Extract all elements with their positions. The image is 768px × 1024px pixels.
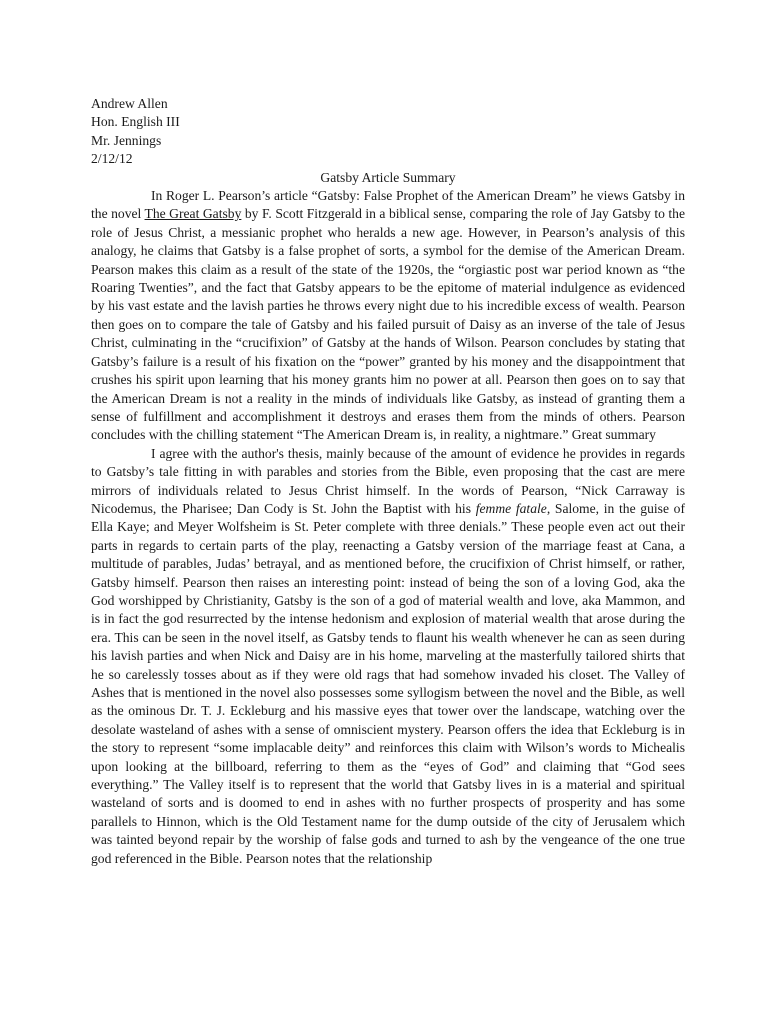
teacher-name: Mr. Jennings [91,132,162,148]
paragraph-summary [91,187,685,445]
paragraph-text: I agree with the author's thesis, mainly because of the amount of evidence he provides in regards to Gatsby’s tale fitting in with parables and stories from the Bible, even proposing that the cast are mere mirrors of individuals related to Jesus Christ himself. In the words of Pearson, “Nick Carraway is Nicodemus, the Pharisee; Dan Cody is St. John the Baptist with his [91,445,685,516]
document-body [91,95,685,868]
italic-term: femme fatale [475,500,547,516]
paragraph-text: by F. Scott Fitzgerald in a biblical sense, comparing the role of Jay Gatsby to the role of Jesus Christ, a messianic prophet who heralds a new age. However, in Pearson’s analysis of this analogy, he claims that Gatsby is a false prophet of sorts, a symbol for the demise of the American Dream. Pearson makes this claim as a result of the state of the 1920s, the “orgiastic post war period known as “the Roaring Twenties”, and the fact that Gatsby appears to be the epitome of material indulgence as evidenced by his vast estate and the lavish parties he throws every night due to his incredible excess of wealth. Pearson then goes on to compare the tale of Gatsby and his failed pursuit of Daisy as an inverse of the tale of Jesus Christ, culminating in the “crucifixion” of Gatsby at the hands of Wilson. Pearson concludes by stating that Gatsby’s failure is a result of his fixation on the “power” granted by his money and the disappointment that crushes his spirit upon learning that his money grants him no power at all. Pearson then goes on to say that the American Dream is not a reality in the minds of individuals like Gatsby, as instead of granting them a sense of fulfillment and accomplishment it destroys and erases them from the minds of others. Pearson concludes with the chilling statement “The American Dream is, in reality, a nightmare.” Great summary [91,206,685,443]
course-name: Hon. English III [91,114,180,130]
book-title: The Great Gatsby [144,206,242,222]
document-date: 2/12/12 [91,151,133,167]
document-title: Gatsby Article Summary [320,169,456,185]
paragraph-response [91,445,685,868]
author-name: Andrew Allen [91,96,168,111]
paragraph-text: , Salome, in the guise of Ella Kaye; and Meyer Wolfsheim is St. Peter complete with three denials.” These people even act out their parts in regards to certain parts of the play, reenacting a Gatsby version of the marriage feast at Cana, a multitude of parables, Judas’ betrayal, and as mentioned before, the crucifixion of Christ himself, or rather, Gatsby himself. Pearson then raises an interesting point: instead of being the son of a loving God, aka the God worshipped by Christianity, Gatsby is the son of a god of material wealth and love, aka Mammon, and is in fact the god resurrected by the intense hedonism and explosion of material wealth that arose during the era. This can be seen in the novel itself, as Gatsby tends to flaunt his wealth whenever he can as seen during his lavish parties and when Nick and Daisy are in his home, marveling at the masterfully tailored shirts that he so carelessly tosses about as if they were old rags that had somehow invaded his closet. The Valley of Ashes that is mentioned in the novel also possesses some syllogism between the novel and the Bible, as well as the ominous Dr. T. J. Eckleburg and his massive eyes that tower over the landscape, watching over the desolate wasteland of ashes with a sense of omniscient mystery. Pearson offers the idea that Eckleburg is in the story to represent “some implacable deity” and reinforces this claim with Wilson’s words to Michealis upon looking at the billboard, referring to them as the “eyes of God” and claiming that “God sees everything.” The Valley itself is to represent that the world that Gatsby lives in is a material and spiritual wasteland of sorts and is doomed to end in ashes with no further prospects of prosperity and has some parallels to Hinnon, which is the Old Testament name for the dump outside of the city of Jerusalem which was tainted beyond repair by the worship of false gods and turned to ash by the vengeance of the one true god referenced in the Bible. Pearson notes that the relationship [91,500,685,866]
paragraph-text: In Roger L. Pearson’s article “Gatsby: False Prophet of the American Dream” he views Gatsby in the novel [91,188,685,222]
